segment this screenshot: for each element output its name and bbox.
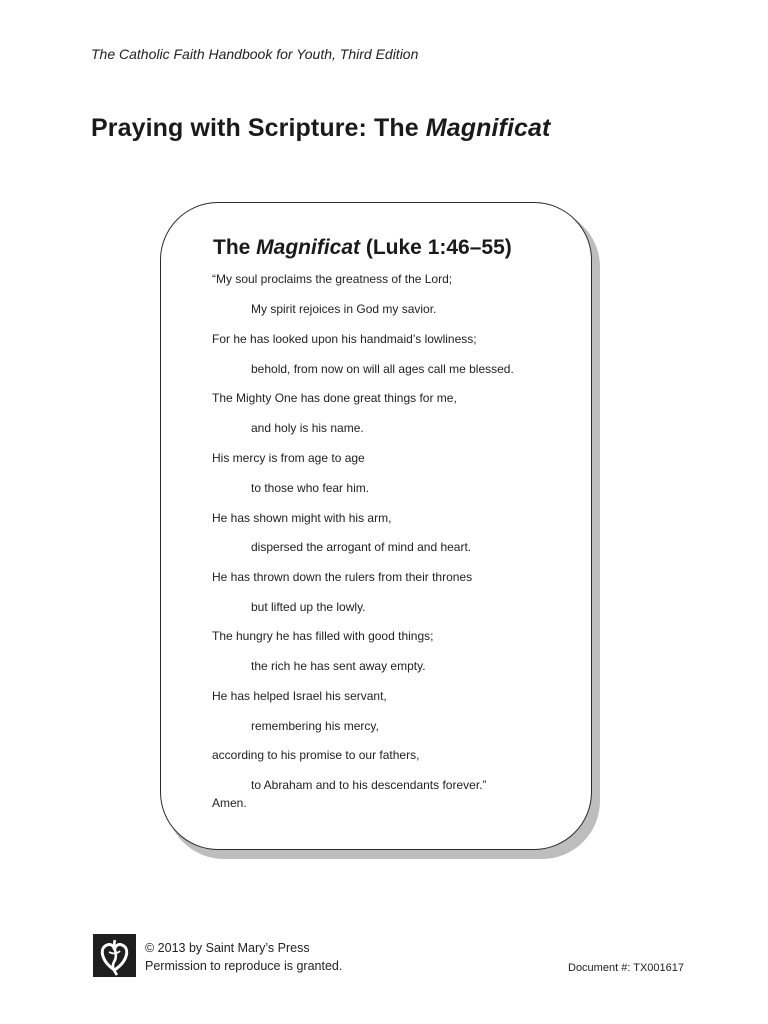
- card-title: [213, 236, 512, 260]
- verse-line: The hungry he has filled with good things;: [212, 629, 434, 643]
- book-title: The Catholic Faith Handbook for Youth, Third Edition: [91, 46, 419, 62]
- verse-line: He has shown might with his arm,: [212, 511, 392, 525]
- verse-line: according to his promise to our fathers,: [212, 748, 420, 762]
- page-title-prefix: Praying with Scripture: The: [91, 114, 426, 142]
- verse-line-indented: to those who fear him.: [251, 481, 370, 495]
- verse-line-indented: but lifted up the lowly.: [251, 600, 366, 614]
- permission-text: Permission to reproduce is granted.: [145, 959, 343, 973]
- card-title-italic: Magnificat: [256, 236, 361, 259]
- card-title-prefix: The: [213, 236, 257, 259]
- verse-line: He has thrown down the rulers from their thrones: [212, 570, 473, 584]
- verse-line-indented: to Abraham and to his descendants forever.”: [251, 778, 487, 792]
- copyright-text: © 2013 by Saint Mary’s Press: [145, 941, 310, 955]
- verse-line-indented: My spirit rejoices in God my savior.: [251, 302, 437, 316]
- verse-line-indented: behold, from now on will all ages call me blessed.: [251, 362, 514, 376]
- verse-line: The Mighty One has done great things for me,: [212, 391, 457, 405]
- card-title-suffix: (Luke 1:46–55): [360, 236, 512, 259]
- verse-line: He has helped Israel his servant,: [212, 689, 387, 703]
- verse-line: His mercy is from age to age: [212, 451, 365, 465]
- page-title-italic: Magnificat: [425, 114, 551, 142]
- verse-line: For he has looked upon his handmaid’s lowliness;: [212, 332, 477, 346]
- verse-line-indented: remembering his mercy,: [251, 719, 379, 733]
- verse-line-indented: dispersed the arrogant of mind and heart.: [251, 540, 472, 554]
- document-number: Document #: TX001617: [568, 962, 684, 974]
- verse-line-indented: and holy is his name.: [251, 421, 364, 435]
- amen-line: Amen.: [212, 796, 247, 810]
- verse-line: “My soul proclaims the greatness of the Lord;: [212, 272, 453, 286]
- verse-line-indented: the rich he has sent away empty.: [251, 659, 426, 673]
- page-title: [91, 114, 550, 143]
- saint-marys-press-logo-icon: [93, 934, 136, 977]
